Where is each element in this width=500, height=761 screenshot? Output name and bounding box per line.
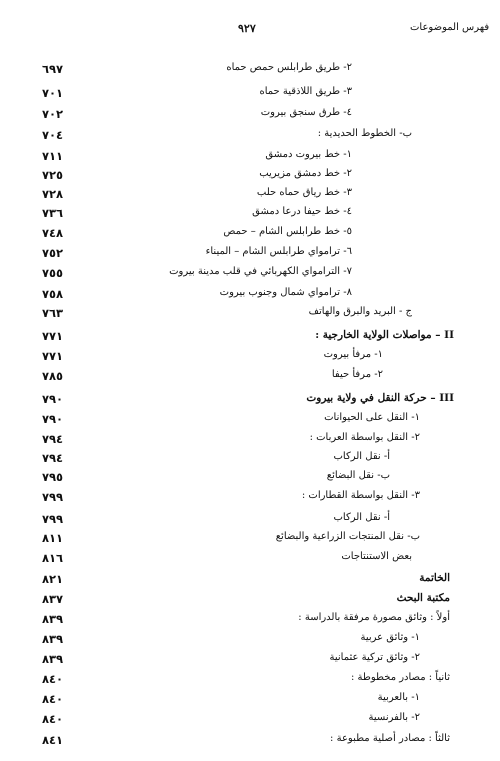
toc-entry-title: ج - البريد والبرق والهاتف [308,306,412,317]
toc-entry-title: ٦- ترامواي طرابلس الشام – الميناء [205,246,352,257]
toc-page-number: ٨٢١ [42,572,64,586]
toc-entry [0,692,500,710]
toc-entry-title: ثانياً : مصادر مخطوطة : [351,672,450,683]
toc-page-number: ٧٥٥ [42,266,64,280]
toc-page-number: ٧٩٠ [42,392,64,406]
toc-page-number: ٧٩٤ [42,432,64,446]
toc-entry [0,490,500,508]
toc-page-number: ٦٩٧ [42,62,64,76]
toc-entry-title: ٢- بالفرنسية [368,712,420,723]
toc-entry [0,369,500,387]
toc-page-number: ٧٩٩ [42,490,64,504]
toc-entry [0,168,500,186]
toc-entry [0,451,500,469]
toc-entry-title: ٣- النقل بواسطة القطارات : [301,490,420,501]
toc-page-number: ٧٠٤ [42,128,64,142]
toc-page-number: ٧٩٠ [42,412,64,426]
toc-entry-title: ١- وثائق عربية [360,632,420,643]
toc-entry-title: الخاتمة [419,572,450,584]
toc-entry-title: ٢- وثائق تركية عثمانية [329,652,420,663]
toc-page-number: ٧٥٢ [42,246,64,260]
toc-entry-title: أ- نقل الركاب [333,512,390,523]
toc-page-number: ٧٧١ [42,329,64,343]
toc-entry [0,652,500,670]
toc-entry [0,149,500,167]
toc-entry [0,672,500,690]
toc-entry-title: ٢- خط دمشق مزيريب [259,168,352,179]
toc-entry-title: ٥- خط طرابلس الشام – حمص [223,226,352,237]
toc-entry [0,287,500,305]
toc-page-number: ٧٣٦ [42,206,64,220]
toc-entry [0,733,500,751]
toc-entry [0,412,500,430]
toc-entry [0,128,500,146]
toc-page-number: ٧٦٣ [42,306,64,320]
toc-entry [0,187,500,205]
toc-page-number: ٧٠١ [42,86,64,100]
toc-entry-title: ٢- طريق طرابلس حمص حماه [226,62,352,73]
toc-entry-title: ١- النقل على الحيوانات [324,412,420,423]
toc-page-number: ٧٧١ [42,349,64,363]
toc-page-number: ٨٤١ [42,733,64,747]
running-title: فهرس الموضوعات [410,22,490,33]
toc-entry-title: ٤- خط حيفا درعا دمشق [252,206,352,217]
toc-page-number: ٨٤٠ [42,672,64,686]
toc-entry [0,512,500,530]
toc-entry-title: أولاً : وثائق مصورة مرفقة بالدراسة : [298,612,450,623]
toc-entry [0,107,500,125]
toc-entry-title: II – مواصلات الولاية الخارجية : [315,329,454,341]
toc-entry-title: ٨- ترامواي شمال وجنوب بيروت [219,287,352,298]
toc-page-number: ٨٣٩ [42,632,64,646]
toc-entry-title: ب- نقل المنتجات الزراعية والبضائع [275,531,420,542]
toc-entry [0,266,500,284]
toc-page-number: ٨٣٧ [42,592,64,606]
toc-page-number: ٨١١ [42,531,64,545]
toc-page-number: ٨٤٠ [42,692,64,706]
toc-entry-title: ثالثاً : مصادر أصلية مطبوعة : [330,733,450,744]
toc-entry [0,432,500,450]
toc-entry [0,531,500,549]
toc-entry [0,226,500,244]
toc-page-number: ٨١٦ [42,551,64,565]
toc-entry [0,551,500,569]
toc-page-number: ٧٩٩ [42,512,64,526]
toc-entry [0,612,500,630]
toc-entry [0,392,500,410]
toc-entry-title: ١- بالعربية [377,692,420,703]
toc-entry [0,246,500,264]
toc-page-number: ٧٤٨ [42,226,64,240]
toc-page-number: ٧٠٢ [42,107,64,121]
toc-entry [0,329,500,347]
toc-entry [0,86,500,104]
toc-entry [0,470,500,488]
toc-page-number: ٧٩٤ [42,451,64,465]
toc-entry-title: ٣- طريق اللاذقية حماه [259,86,352,97]
toc-entry-title: بعض الاستنتاجات [341,551,412,562]
toc-entry-title: ٤- طرق سنجق بيروت [260,107,352,118]
toc-entry [0,206,500,224]
toc-entry [0,712,500,730]
toc-page-number: ٧١١ [42,149,64,163]
toc-entry [0,632,500,650]
toc-entry [0,306,500,324]
toc-entry-title: أ- نقل الركاب [333,451,390,462]
toc-entry-title: ٢- النقل بواسطة العربات : [309,432,420,443]
toc-entry [0,592,500,610]
toc-entry-title: ٢- مرفأ حيفا [331,369,383,380]
toc-page-number: ٧٩٥ [42,470,64,484]
toc-page-number: ٨٣٩ [42,612,64,626]
toc-entry-title: ١- خط بيروت دمشق [265,149,352,160]
toc-page-number: ٧٨٥ [42,369,64,383]
toc-entry-title: مكتبة البحث [396,592,450,604]
toc-entry [0,572,500,590]
toc-page-number: ٨٣٩ [42,652,64,666]
toc-entry-title: ب- نقل البضائع [326,470,390,481]
toc-entry [0,62,500,80]
toc-page-number: ٨٤٠ [42,712,64,726]
toc-entry-title: ب- الخطوط الحديدية : [317,128,412,139]
toc-entry-title: III – حركة النقل في ولاية بيروت [306,392,454,404]
toc-page-number: ٧٢٨ [42,187,64,201]
toc-entry [0,349,500,367]
toc-page-number: ٧٢٥ [42,168,64,182]
toc-entry-title: ١- مرفأ بيروت [323,349,383,360]
toc-page-number: ٧٥٨ [42,287,64,301]
toc-entry-title: ٧- الترامواي الكهربائي في قلب مدينة بيروت [169,266,352,277]
toc-entry-title: ٣- خط رياق حماه حلب [256,187,352,198]
page-number: ٩٢٧ [238,22,256,35]
